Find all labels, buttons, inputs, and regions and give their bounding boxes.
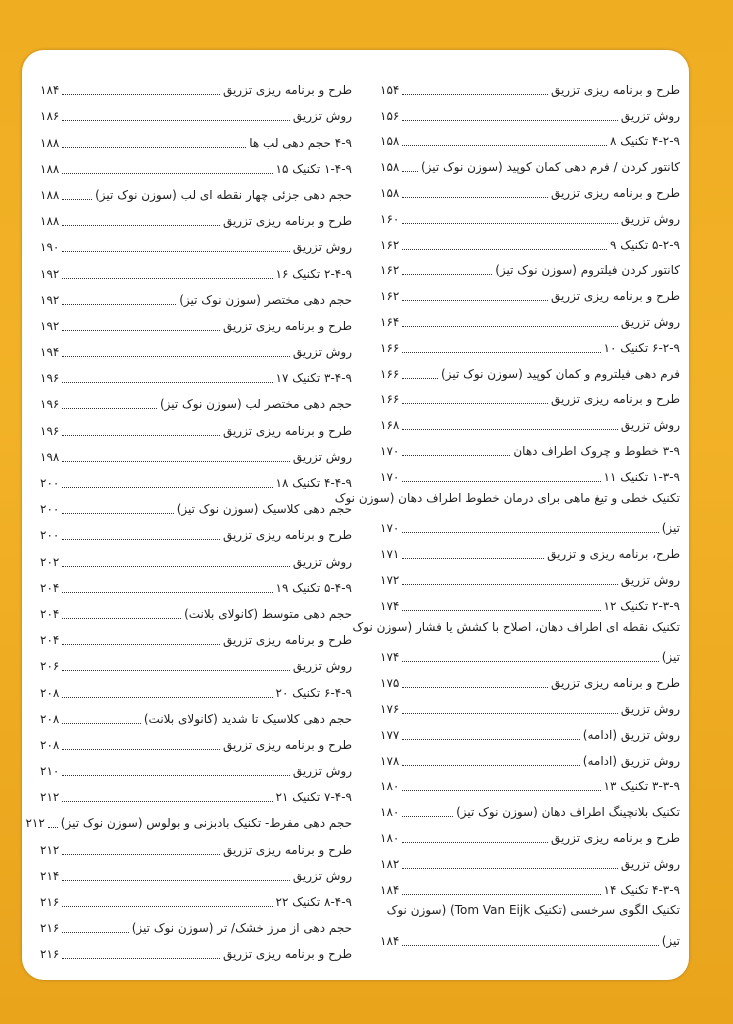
leader-dots <box>402 378 438 379</box>
toc-entry <box>25 805 352 831</box>
leader-dots <box>62 566 290 567</box>
toc-entry <box>380 459 680 485</box>
toc-entry-title: طرح و برنامه ریزی تزریق <box>222 947 352 962</box>
leader-dots <box>402 945 658 946</box>
toc-entry-title: حجم دهی از مرز خشک/ تر (سوزن نوک تیز) <box>131 921 352 936</box>
toc-entry <box>40 570 352 596</box>
toc-page-number: ۱۹۴ <box>40 345 60 360</box>
toc-entry <box>40 701 352 727</box>
toc-page-number: ۱۹۲ <box>40 292 60 307</box>
toc-entry <box>40 491 352 517</box>
toc-entry <box>40 779 352 805</box>
toc-entry-title: ۶-۲-۹ تکنیک ۱۰ <box>603 340 680 355</box>
toc-page-number: ۲۱۲ <box>25 816 45 831</box>
leader-dots <box>402 352 600 353</box>
toc-entry-title: روش تزریق <box>620 572 680 587</box>
toc-entry-title: تکنیک نقطه ای اطراف دهان، اصلاح با کشش یا فشار (سوزن نوک <box>352 619 680 634</box>
leader-dots <box>402 94 548 95</box>
leader-dots <box>402 610 600 611</box>
toc-entry-title: تکنیک الگوی سرخسی (تکنیک Tom Van Eijk) (سوزن نوک <box>386 903 680 918</box>
toc-entry-title: روش تزریق <box>292 240 352 255</box>
toc-entry-title: روش تزریق (ادامه) <box>582 753 680 768</box>
toc-entry <box>40 831 352 857</box>
toc-page-number: ۱۸۲ <box>380 856 400 871</box>
toc-entry <box>40 282 352 308</box>
leader-dots <box>62 199 92 200</box>
toc-entry-title: ۸-۴-۹ تکنیک ۲۲ <box>275 895 352 909</box>
leader-dots <box>402 274 492 275</box>
toc-entry-title: طرح و برنامه ریزی تزریق <box>222 214 352 229</box>
toc-page-number: ۱۸۰ <box>380 805 400 820</box>
toc-page-number: ۱۶۲ <box>380 263 400 278</box>
toc-page-number: ۱۸۸ <box>40 161 60 176</box>
toc-entry <box>40 72 352 98</box>
toc-entry <box>40 674 352 700</box>
leader-dots <box>62 251 290 252</box>
toc-entry-title: ۴-۴-۹ تکنیک ۱۸ <box>275 476 352 490</box>
toc-page-number: ۱۷۰ <box>380 443 400 458</box>
toc-entry-title: طرح و برنامه ریزی تزریق <box>222 318 352 333</box>
toc-entry <box>380 175 680 201</box>
toc-entry-title: روش تزریق <box>620 856 680 871</box>
toc-page-number: ۲۰۲ <box>40 554 60 569</box>
leader-dots <box>62 880 290 881</box>
leader-dots <box>62 356 290 357</box>
toc-entry <box>380 304 680 330</box>
leader-dots <box>402 145 607 146</box>
leader-dots <box>62 801 272 802</box>
toc-page-number: ۱۷۰ <box>380 521 400 536</box>
toc-entry-title: روش تزریق <box>292 554 352 569</box>
toc-page-number: ۲۰۶ <box>40 659 60 674</box>
toc-entry-title: فرم دهی فیلتروم و کمان کوپید (سوزن نوک تیز) <box>441 366 680 381</box>
toc-page <box>22 50 689 980</box>
leader-dots <box>62 408 157 409</box>
toc-entry-title: حجم دهی متوسط (کانولای بلانت) <box>184 606 352 621</box>
toc-entry <box>380 330 680 356</box>
toc-entry <box>380 898 680 950</box>
toc-entry-title: طرح و برنامه ریزی تزریق <box>222 528 352 543</box>
leader-dots <box>62 435 220 436</box>
toc-page-number: ۱۶۲ <box>380 237 400 252</box>
leader-dots <box>62 461 290 462</box>
toc-page-number: ۱۷۱ <box>380 547 400 562</box>
toc-entry <box>380 356 680 382</box>
toc-entry <box>40 439 352 465</box>
toc-entry <box>40 543 352 569</box>
toc-entry-title-cont: تیز) <box>661 650 680 665</box>
toc-entry-title: ۳-۳-۹ تکنیک ۱۳ <box>603 779 680 794</box>
toc-entry-title: ۱-۴-۹ تکنیک ۱۵ <box>275 161 352 176</box>
toc-entry <box>380 124 680 150</box>
toc-page-number: ۱۹۶ <box>40 397 60 412</box>
toc-entry-title: روش تزریق <box>620 314 680 329</box>
toc-page-number: ۲۱۲ <box>40 842 60 857</box>
leader-dots <box>402 249 607 250</box>
toc-entry-title: طرح و برنامه ریزی تزریق <box>550 676 680 691</box>
toc-page-number: ۱۷۵ <box>380 676 400 691</box>
leader-dots <box>402 455 510 456</box>
toc-entry <box>40 203 352 229</box>
leader-dots <box>62 147 246 148</box>
leader-dots <box>402 661 658 662</box>
leader-dots <box>402 300 548 301</box>
toc-entry <box>40 229 352 255</box>
toc-entry-title: حجم دهی کلاسیک تا شدید (کانولای بلانت) <box>143 711 352 726</box>
leader-dots <box>62 592 272 593</box>
toc-entry-title: روش تزریق <box>620 108 680 123</box>
toc-entry-title: طرح و برنامه ریزی تزریق <box>222 83 352 98</box>
toc-page-number: ۱۸۰ <box>380 779 400 794</box>
leader-dots <box>62 94 220 95</box>
leader-dots <box>402 532 658 533</box>
toc-page-number: ۲۱۰ <box>40 764 60 779</box>
toc-entry-title: ۵-۲-۹ تکنیک ۹ <box>609 237 680 252</box>
toc-entry <box>380 846 680 872</box>
toc-page-number: ۲۱۶ <box>40 947 60 962</box>
leader-dots <box>62 330 220 331</box>
toc-entry <box>380 769 680 795</box>
toc-entry-title: طرح و برنامه ریزی تزریق <box>550 185 680 200</box>
leader-dots <box>62 304 176 305</box>
toc-entry-title: تکنیک خطی و تیغ ماهی برای درمان خطوط اطراف دهان (سوزن نوک <box>334 490 680 505</box>
toc-entry-title: روش تزریق <box>620 211 680 226</box>
leader-dots <box>62 618 181 619</box>
toc-entry-title: طرح و برنامه ریزی تزریق <box>222 423 352 438</box>
toc-entry <box>380 278 680 304</box>
toc-entry <box>380 872 680 898</box>
toc-entry-title: حجم دهی کلاسیک (سوزن نوک تیز) <box>176 502 352 517</box>
toc-page-number: ۱۸۸ <box>40 187 60 202</box>
leader-dots <box>402 481 600 482</box>
leader-dots <box>402 790 600 791</box>
toc-entry-title: ۳-۹ خطوط و چروک اطراف دهان <box>513 443 680 458</box>
toc-page-number: ۱۹۶ <box>40 371 60 386</box>
toc-entry-title: کانتور کردن / فرم دهی کمان کوپید (سوزن نوک تیز) <box>420 160 680 175</box>
leader-dots <box>62 120 290 121</box>
toc-entry <box>40 308 352 334</box>
toc-page-number: ۱۸۸ <box>40 135 60 150</box>
toc-entry-title: کانتور کردن فیلتروم (سوزن نوک تیز) <box>495 263 680 278</box>
toc-entry <box>40 622 352 648</box>
toc-page-number: ۱۸۶ <box>40 109 60 124</box>
toc-entry-title: روش تزریق <box>292 449 352 464</box>
toc-page-number: ۱۹۲ <box>40 318 60 333</box>
leader-dots <box>402 842 548 843</box>
leader-dots <box>62 749 220 750</box>
toc-entry <box>380 382 680 408</box>
toc-page-number: ۲۱۲ <box>40 790 60 805</box>
toc-entry <box>40 910 352 936</box>
leader-dots <box>62 644 220 645</box>
toc-page-number: ۱۵۸ <box>380 134 400 149</box>
toc-entry-title: حجم دهی جزئی چهار نقطه ای لب (سوزن نوک تیز) <box>95 187 352 202</box>
toc-entry-title: روش تزریق (ادامه) <box>582 727 680 742</box>
toc-entry-title: روش تزریق <box>292 109 352 124</box>
leader-dots <box>62 670 290 671</box>
toc-entry <box>380 227 680 253</box>
toc-entry-title: طرح و برنامه ریزی تزریق <box>550 82 680 97</box>
leader-dots <box>402 687 548 688</box>
toc-entry <box>380 201 680 227</box>
toc-entry-title: ۷-۴-۹ تکنیک ۲۱ <box>275 790 352 805</box>
toc-entry <box>40 858 352 884</box>
leader-dots <box>402 429 618 430</box>
toc-entry <box>40 517 352 543</box>
toc-entry <box>40 884 352 910</box>
toc-entry <box>380 691 680 717</box>
toc-page-number: ۱۷۴ <box>380 598 400 613</box>
toc-page-number: ۱۸۰ <box>380 830 400 845</box>
leader-dots <box>402 197 548 198</box>
toc-entry <box>40 412 352 438</box>
toc-entry-title: ۲-۳-۹ تکنیک ۱۲ <box>603 598 680 613</box>
leader-dots <box>62 278 272 279</box>
toc-entry <box>380 149 680 175</box>
toc-entry-title: ۶-۴-۹ تکنیک ۲۰ <box>275 685 352 700</box>
toc-entry <box>40 596 352 622</box>
leader-dots <box>402 765 579 766</box>
toc-page-number: ۱۶۸ <box>380 418 400 433</box>
toc-entry-title: حجم دهی مختصر لب (سوزن نوک تیز) <box>159 397 352 412</box>
toc-page-number: ۱۵۸ <box>380 160 400 175</box>
leader-dots <box>62 723 141 724</box>
toc-page-number: ۱۷۴ <box>380 650 400 665</box>
toc-page-number: ۱۶۲ <box>380 289 400 304</box>
toc-page-number: ۱۶۰ <box>380 211 400 226</box>
toc-entry-title: روش تزریق <box>292 345 352 360</box>
toc-page-number: ۱۹۸ <box>40 449 60 464</box>
toc-entry <box>380 820 680 846</box>
leader-dots <box>402 894 600 895</box>
leader-dots <box>402 816 453 817</box>
toc-entry <box>40 151 352 177</box>
toc-page-number: ۱۵۸ <box>380 185 400 200</box>
leader-dots <box>62 173 272 174</box>
leader-dots <box>62 513 173 514</box>
leader-dots <box>62 906 272 907</box>
toc-page-number: ۱۵۶ <box>380 108 400 123</box>
leader-dots <box>402 223 618 224</box>
leader-dots <box>402 584 618 585</box>
toc-entry-title: طرح و برنامه ریزی تزریق <box>222 737 352 752</box>
toc-page-number: ۲۰۸ <box>40 711 60 726</box>
toc-entry-title: طرح و برنامه ریزی تزریق <box>222 633 352 648</box>
toc-entry <box>380 588 680 614</box>
toc-page-number: ۱۸۴ <box>380 882 400 897</box>
toc-page-number: ۱۶۶ <box>380 366 400 381</box>
leader-dots <box>402 868 618 869</box>
toc-entry-title: حجم دهی مفرط- تکنیک بادبزنی و بولوس (سوزن نوک تیز) <box>60 816 352 831</box>
toc-entry <box>40 465 352 491</box>
toc-page-number: ۲۰۸ <box>40 737 60 752</box>
toc-entry <box>380 433 680 459</box>
toc-page-number: ۲۰۰ <box>40 528 60 543</box>
toc-entry-title: روش تزریق <box>292 659 352 674</box>
leader-dots <box>62 958 220 959</box>
toc-page-number: ۱۷۷ <box>380 727 400 742</box>
toc-entry-title: ۴-۹ حجم دهی لب ها <box>249 135 352 150</box>
toc-entry-title: ۴-۳-۹ تکنیک ۱۴ <box>603 882 680 897</box>
toc-entry-title: ۵-۴-۹ تکنیک ۱۹ <box>275 580 352 595</box>
toc-column-left <box>25 72 352 962</box>
toc-entry <box>40 386 352 412</box>
toc-entry <box>40 360 352 386</box>
toc-entry-title: تکنیک بلانچینگ اطراف دهان (سوزن نوک تیز) <box>456 805 680 820</box>
leader-dots <box>402 326 618 327</box>
toc-entry-title: روش تزریق <box>292 764 352 779</box>
toc-entry-title-cont: تیز) <box>661 934 680 949</box>
toc-entry-title: طرح و برنامه ریزی تزریق <box>550 289 680 304</box>
toc-entry-title: ۳-۴-۹ تکنیک ۱۷ <box>275 371 352 386</box>
toc-column-right <box>334 72 680 949</box>
toc-page-number: ۲۰۴ <box>40 580 60 595</box>
toc-entry <box>40 727 352 753</box>
toc-entry <box>40 936 352 962</box>
leader-dots <box>402 171 418 172</box>
toc-page-number: ۱۷۸ <box>380 753 400 768</box>
toc-page-number: ۱۸۴ <box>380 934 400 949</box>
toc-page-number: ۱۹۰ <box>40 240 60 255</box>
toc-page-number: ۱۸۸ <box>40 214 60 229</box>
leader-dots <box>62 775 290 776</box>
toc-page-number: ۱۸۴ <box>40 83 60 98</box>
toc-entry <box>380 794 680 820</box>
toc-entry-title: ۱-۳-۹ تکنیک ۱۱ <box>603 469 680 484</box>
leader-dots <box>402 739 579 740</box>
toc-entry <box>40 98 352 124</box>
leader-dots <box>62 932 128 933</box>
toc-entry <box>380 536 680 562</box>
toc-entry <box>40 753 352 779</box>
toc-page-number: ۱۷۶ <box>380 701 400 716</box>
toc-entry-title: ۴-۲-۹ تکنیک ۸ <box>609 134 680 149</box>
toc-entry <box>40 334 352 360</box>
toc-entry <box>40 177 352 203</box>
leader-dots <box>402 120 618 121</box>
toc-entry-title: ۲-۴-۹ تکنیک ۱۶ <box>275 266 352 281</box>
leader-dots <box>62 854 220 855</box>
toc-entry <box>380 407 680 433</box>
toc-entry <box>380 253 680 279</box>
toc-page-number: ۲۱۶ <box>40 895 60 909</box>
toc-page-number: ۱۵۴ <box>380 82 400 97</box>
toc-entry-title: حجم دهی مختصر (سوزن نوک تیز) <box>179 292 352 307</box>
toc-entry <box>380 72 680 98</box>
toc-page-number: ۱۶۶ <box>380 392 400 407</box>
toc-entry-title: طرح و برنامه ریزی تزریق <box>550 392 680 407</box>
leader-dots <box>402 558 544 559</box>
leader-dots <box>62 225 220 226</box>
toc-entry <box>380 98 680 124</box>
toc-page-number: ۱۹۲ <box>40 266 60 281</box>
toc-page-number: ۲۰۰ <box>40 476 60 490</box>
toc-page-number: ۲۱۶ <box>40 921 60 936</box>
toc-entry <box>380 743 680 769</box>
leader-dots <box>48 827 58 828</box>
toc-page-number: ۱۶۶ <box>380 340 400 355</box>
toc-entry <box>40 124 352 150</box>
toc-entry <box>352 614 680 666</box>
leader-dots <box>62 539 220 540</box>
toc-page-number: ۱۶۴ <box>380 314 400 329</box>
toc-page-number: ۱۹۶ <box>40 423 60 438</box>
leader-dots <box>62 382 272 383</box>
toc-page-number: ۱۷۰ <box>380 469 400 484</box>
toc-entry-title: روش تزریق <box>292 868 352 883</box>
toc-page-number: ۱۷۲ <box>380 572 400 587</box>
leader-dots <box>62 697 272 698</box>
toc-page-number: ۲۰۴ <box>40 606 60 621</box>
toc-entry-title: طرح، برنامه ریزی و تزریق <box>547 547 680 562</box>
toc-entry-title: روش تزریق <box>620 701 680 716</box>
leader-dots <box>402 713 618 714</box>
toc-entry <box>334 485 680 537</box>
leader-dots <box>402 403 548 404</box>
toc-entry-title: طرح و برنامه ریزی تزریق <box>550 830 680 845</box>
toc-entry-title-cont: تیز) <box>661 521 680 536</box>
toc-entry <box>380 717 680 743</box>
toc-entry-title: طرح و برنامه ریزی تزریق <box>222 842 352 857</box>
toc-entry <box>40 648 352 674</box>
toc-entry <box>40 255 352 281</box>
toc-page-number: ۲۱۴ <box>40 868 60 883</box>
leader-dots <box>62 487 272 488</box>
toc-entry <box>380 665 680 691</box>
toc-entry <box>380 562 680 588</box>
toc-page-number: ۲۰۸ <box>40 685 60 700</box>
toc-page-number: ۲۰۴ <box>40 633 60 648</box>
toc-entry-title: روش تزریق <box>620 418 680 433</box>
toc-page-number: ۲۰۰ <box>40 502 60 517</box>
